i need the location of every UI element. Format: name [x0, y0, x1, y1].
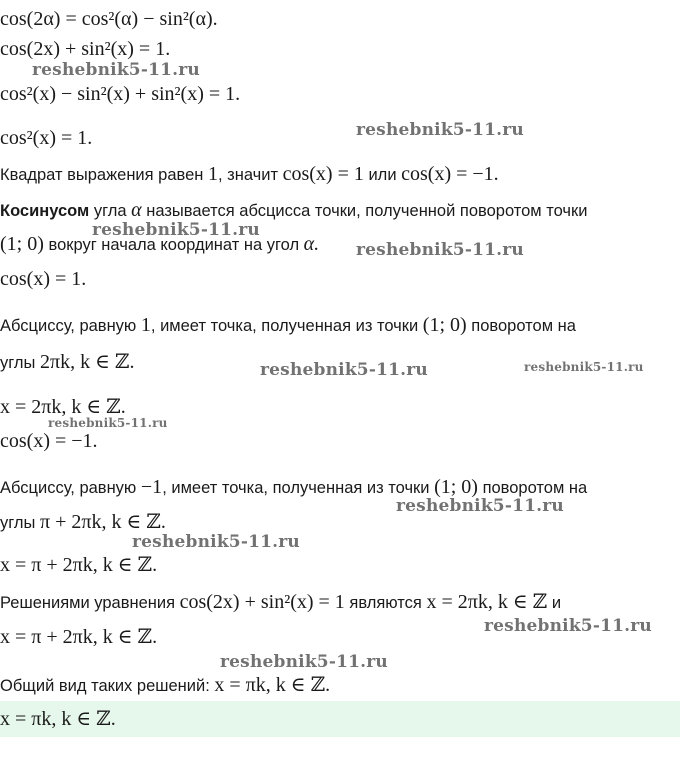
solution-second: x = π + 2πk, k ∈ ℤ.: [0, 554, 158, 576]
watermark: reshebnik5-11.ru: [484, 616, 652, 636]
cosine-definition-line1: Косинусом угла α называется абсцисса точки, полученной поворотом точки: [0, 199, 588, 221]
abscissa-one-line2: углы 2πk, k ∈ ℤ.: [0, 351, 135, 373]
equation-original: cos(2x) + sin²(x) = 1.: [0, 38, 171, 60]
abscissa-minus-one-line2: углы π + 2πk, k ∈ ℤ.: [0, 511, 166, 533]
abscissa-minus-one-line1: Абсциссу, равную −1, имеет точка, полученная из точки (1; 0) поворотом на: [0, 476, 588, 498]
watermark: reshebnik5-11.ru: [524, 360, 644, 374]
watermark: reshebnik5-11.ru: [356, 240, 524, 260]
general-solution: Общий вид таких решений: x = πk, k ∈ ℤ.: [0, 674, 331, 696]
equation-cos-one: cos(x) = 1.: [0, 268, 87, 290]
watermark: reshebnik5-11.ru: [220, 652, 388, 672]
formula-double-angle: cos(2α) = cos²(α) − sin²(α).: [0, 8, 218, 30]
solutions-summary-line1: Решениями уравнения cos(2x) + sin²(x) = 1 являются x = 2πk, k ∈ ℤ и: [0, 591, 562, 613]
answer-text: x = πk, k ∈ ℤ.: [0, 708, 116, 730]
equation-cos-squared: cos²(x) = 1.: [0, 127, 93, 149]
watermark: reshebnik5-11.ru: [132, 532, 300, 552]
abscissa-one-line1: Абсциссу, равную 1, имеет точка, полученная из точки (1; 0) поворотом на: [0, 314, 576, 336]
solution-first: x = 2πk, k ∈ ℤ.: [0, 396, 126, 418]
cosine-definition-line2: (1; 0) вокруг начала координат на угол α.: [0, 233, 320, 255]
watermark: reshebnik5-11.ru: [92, 220, 260, 240]
answer-box: [0, 701, 680, 737]
square-explanation: Квадрат выражения равен 1, значит cos(x) = 1 или cos(x) = −1.: [0, 163, 499, 185]
equation-cos-minus-one: cos(x) = −1.: [0, 430, 98, 452]
solutions-summary-line2: x = π + 2πk, k ∈ ℤ.: [0, 626, 158, 648]
watermark: reshebnik5-11.ru: [396, 496, 564, 516]
watermark: reshebnik5-11.ru: [356, 120, 524, 140]
watermark: reshebnik5-11.ru: [32, 60, 200, 80]
equation-substituted: cos²(x) − sin²(x) + sin²(x) = 1.: [0, 83, 241, 105]
watermark: reshebnik5-11.ru: [48, 416, 168, 430]
watermark: reshebnik5-11.ru: [260, 360, 428, 380]
